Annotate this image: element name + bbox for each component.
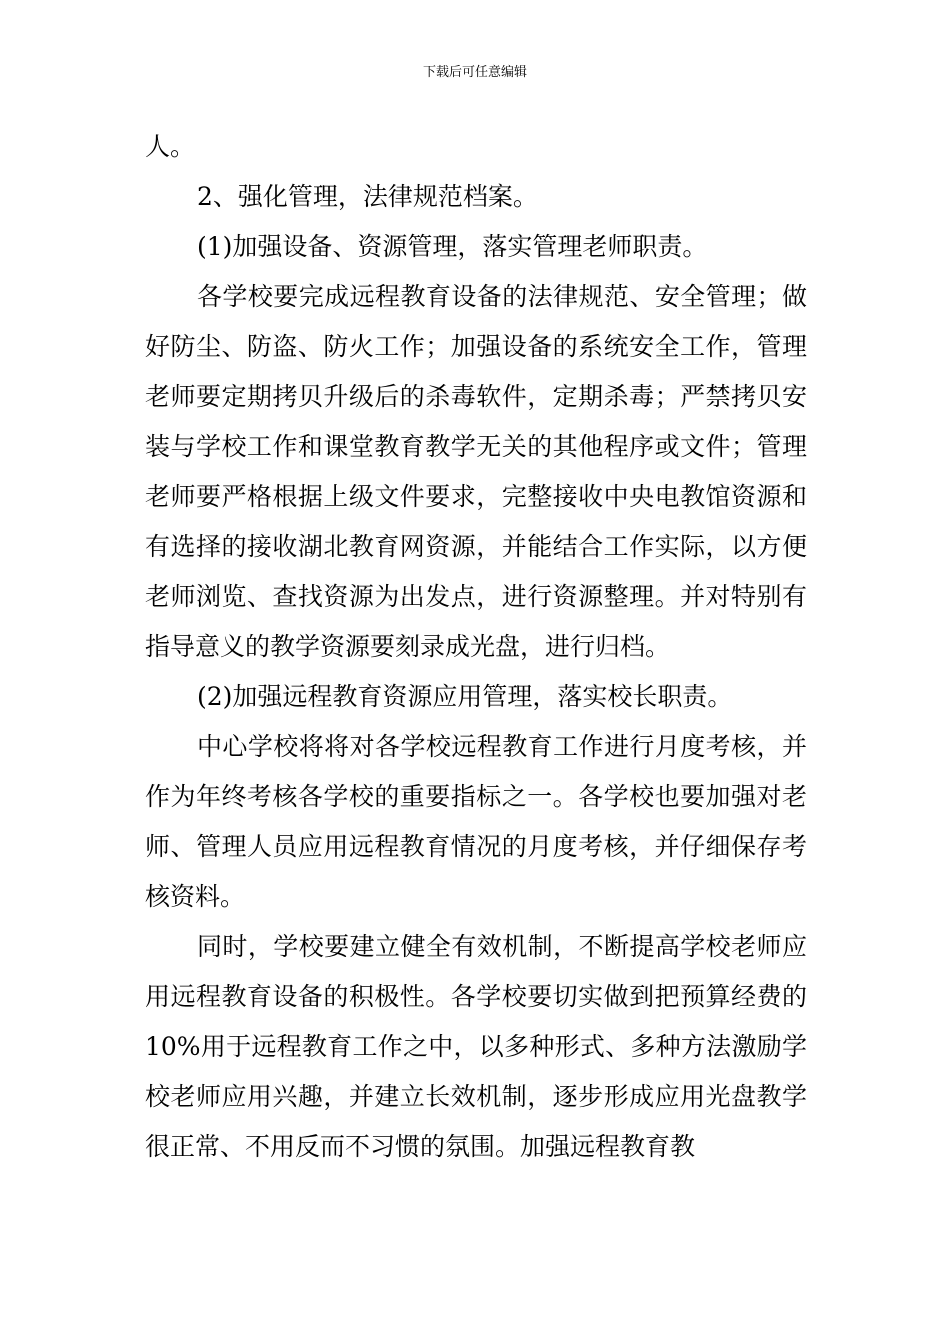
paragraph-continuation: 人。 — [145, 132, 196, 161]
paragraph: 各学校要完成远程教育设备的法律规范、安全管理；做好防尘、防盗、防火工作；加强设备的系统安全工作，管理老师要定期拷贝升级后的杀毒软件，定期杀毒；严禁拷贝安装与学校工作和课堂教育教学无关的其他程序或文件；管理老师要严格根据上级文件要求，完整接收中央电教馆资源和有选择的接收湖北教育网资源，并能结合工作实际，以方便老师浏览、查找资源为出发点，进行资源整理。并对特别有指导意义的教学资源要刻录成光盘，进行归档。 — [145, 282, 807, 661]
paragraph: 中心学校将将对各学校远程教育工作进行月度考核，并作为年终考核各学校的重要指标之一。各学校也要加强对老师、管理人员应用远程教育情况的月度考核，并仔细保存考核资料。 — [145, 732, 807, 911]
page-header: 下载后可任意编辑 — [422, 65, 527, 80]
section-heading: 2、强化管理，法律规范档案。 — [197, 182, 538, 211]
paragraph: 同时，学校要建立健全有效机制，不断提高学校老师应用远程教育设备的积极性。各学校要切实做到把预算经费的10%用于远程教育工作之中，以多种形式、多种方法激励学校老师应用兴趣，并建立长效机制，逐步形成应用光盘教学很正常、不用反而不习惯的氛围。加强远程教育教 — [145, 932, 807, 1161]
document-body — [145, 122, 807, 1172]
subsection-heading: (2)加强远程教育资源应用管理，落实校长职责。 — [197, 682, 733, 711]
subsection-heading: (1)加强设备、资源管理，落实管理老师职责。 — [197, 232, 708, 261]
